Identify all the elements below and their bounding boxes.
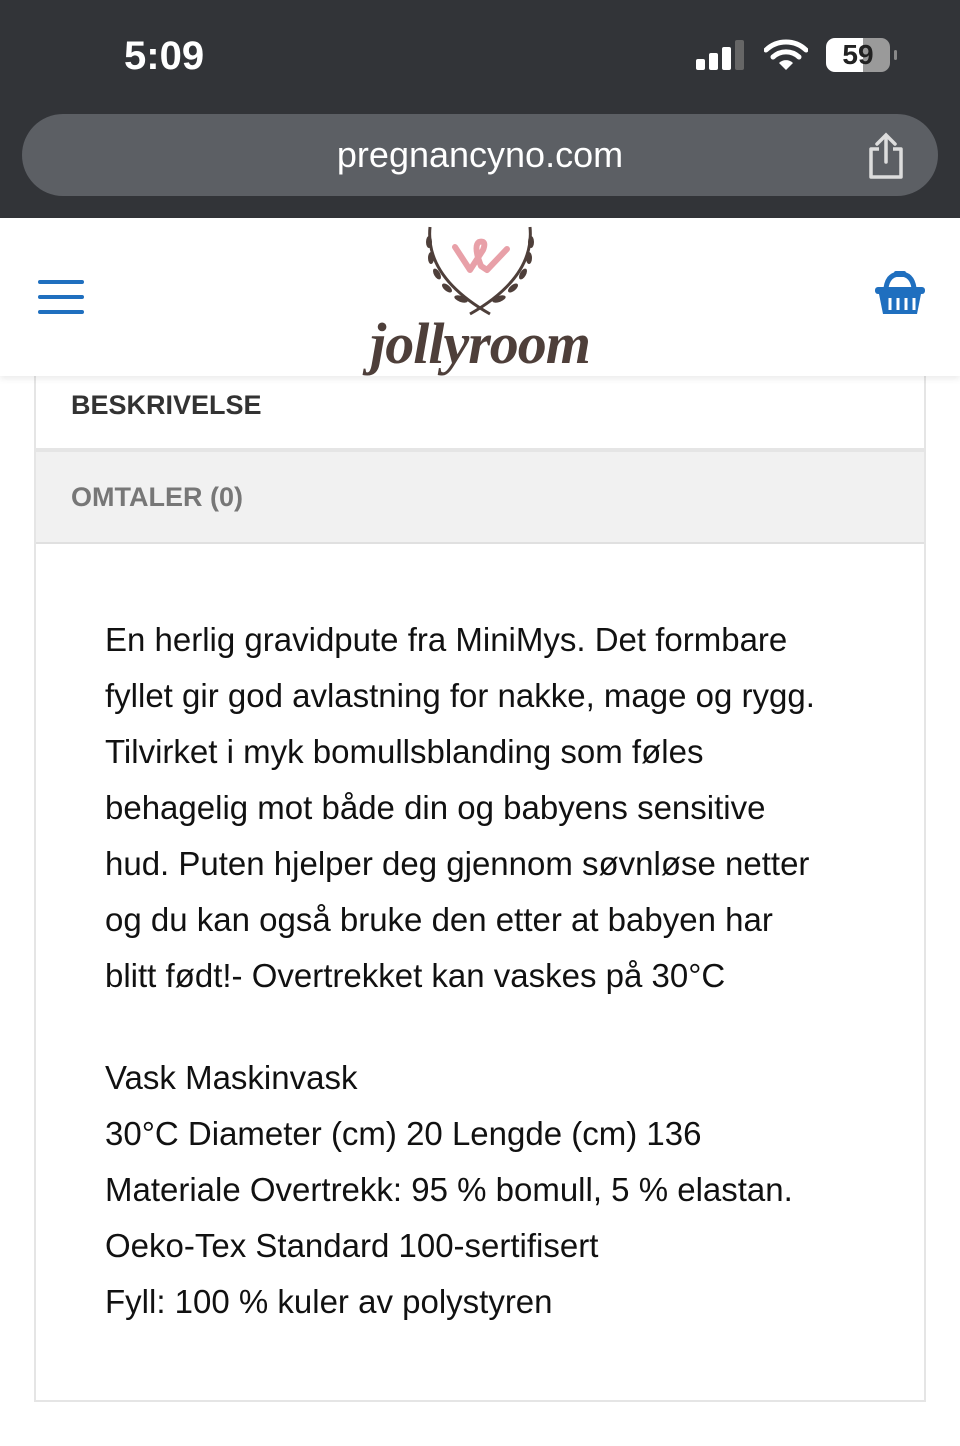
description-line: En herlig gravidpute fra MiniMys. Det formbare — [105, 621, 788, 658]
spec-line: Oeko-Tex Standard 100-sertifisert — [105, 1227, 599, 1264]
browser-chrome — [0, 0, 960, 218]
share-icon[interactable] — [866, 132, 906, 180]
spec-line: Materiale Overtrekk: 95 % bomull, 5 % elastan. — [105, 1171, 793, 1208]
address-bar[interactable] — [22, 114, 938, 196]
spec-line: 30°C Diameter (cm) 20 Lengde (cm) 136 — [105, 1115, 702, 1152]
description-content — [36, 544, 924, 1330]
jollyroom-logo[interactable] — [355, 222, 605, 376]
product-info-panel — [34, 376, 926, 1402]
description-line: hud. Puten hjelper deg gjennom søvnløse netter — [105, 845, 810, 882]
tab-omtaler[interactable]: OMTALER (0) — [36, 452, 924, 544]
description-line: og du kan også bruke den etter at babyen har — [105, 901, 773, 938]
spec-line: Vask Maskinvask — [105, 1059, 358, 1096]
signal-icon — [696, 39, 746, 71]
description-line: blitt født!- Overtrekket kan vaskes på 30°C — [105, 957, 726, 994]
description-line: fyllet gir god avlastning for nakke, mage og rygg. — [105, 677, 815, 714]
wifi-icon — [764, 39, 808, 71]
site-header — [0, 218, 960, 376]
battery-indicator: 59 — [826, 38, 890, 72]
url-text: pregnancyno.com — [336, 134, 624, 175]
tab-beskrivelse[interactable]: BESKRIVELSE — [36, 376, 924, 452]
description-line: Tilvirket i myk bomullsblanding som føles — [105, 733, 704, 770]
shopping-basket-icon[interactable] — [874, 270, 926, 316]
spec-line: Fyll: 100 % kuler av polystyren — [105, 1283, 553, 1320]
status-icons — [696, 38, 890, 72]
status-time: 5:09 — [124, 34, 205, 78]
laurel-logo-icon — [415, 222, 545, 317]
logo-wordmark: jollyroom — [370, 311, 590, 376]
description-line: behagelig mot både din og babyens sensitive — [105, 789, 766, 826]
hamburger-menu-icon[interactable] — [38, 280, 86, 316]
